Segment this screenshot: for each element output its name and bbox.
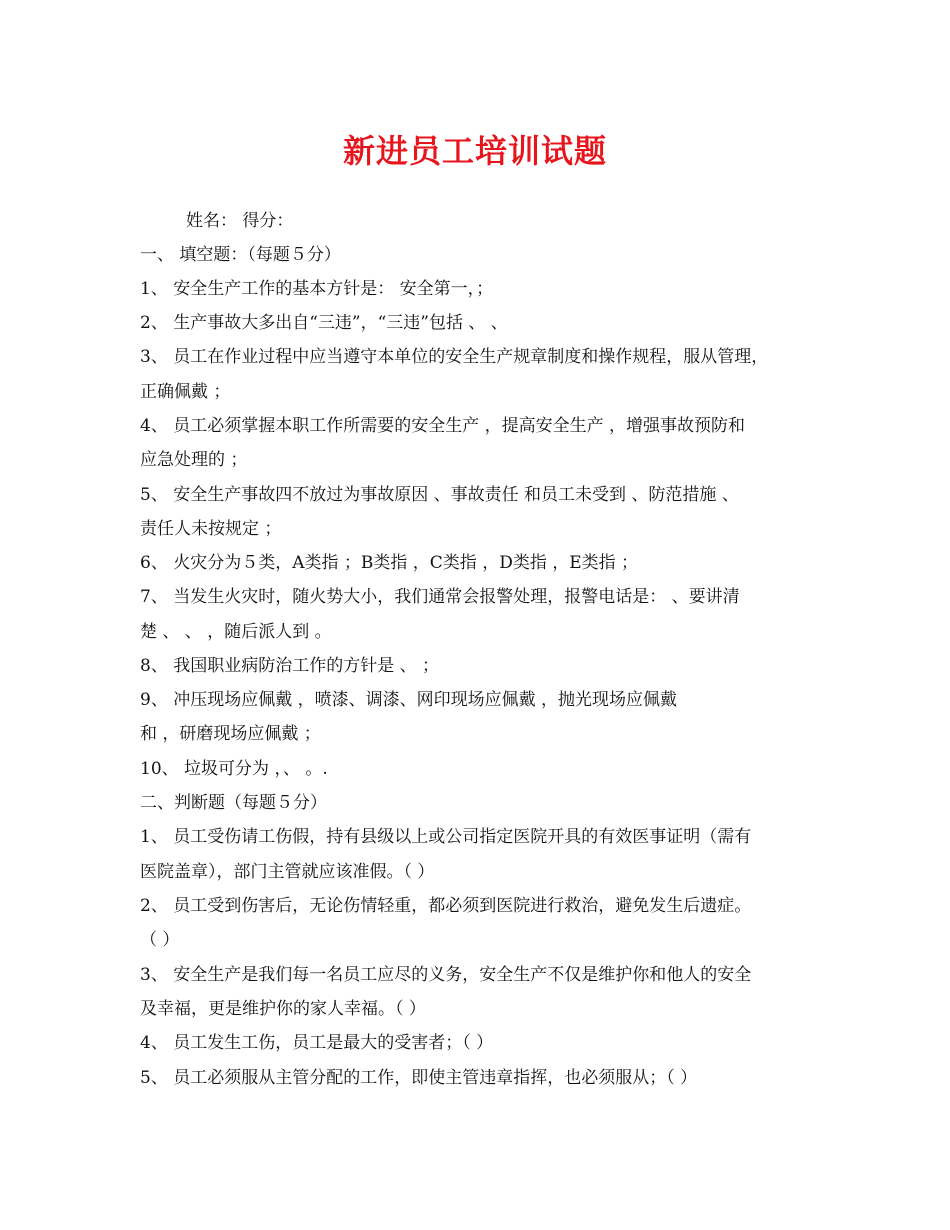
question-line: 9、 冲压现场应佩戴 ，喷漆、调漆、网印现场应佩戴 ，抛光现场应佩戴 — [140, 690, 678, 710]
question-line: 7、 当发生火灾时，随火势大小，我们通常会报警处理，报警电话是： 、要讲清 — [140, 587, 740, 607]
question-line: 2、 生产事故大多出自“三违”，“三违”包括 、 、 — [140, 313, 508, 333]
document-title: 新进员工培训试题 — [342, 132, 607, 170]
question-line: 楚 、 、 ，随后派人到 。 — [140, 622, 332, 642]
question-line: 1、 安全生产工作的基本方针是： 安全第一，； — [140, 279, 494, 299]
question-line: 6、 火灾分为５类，A类指 ；B类指 ，C类指 ，D类指 ，E类指 ； — [140, 553, 639, 573]
question-line: 3、 员工在作业过程中应当遵守本单位的安全生产规章制度和操作规程，服从管理， — [140, 347, 769, 367]
question-line: 和 ，研磨现场应佩戴 ； — [140, 724, 321, 744]
question-line: 4、 员工发生工伤，员工是最大的受害者；（ ） — [140, 1033, 494, 1053]
question-line: 5、 员工必须服从主管分配的工作，即使主管违章指挥，也必须服从；（ ） — [140, 1068, 698, 1088]
section-heading-true-false: 二、判断题（每题５分） — [140, 793, 327, 813]
question-line: 责任人未按规定 ； — [140, 519, 282, 539]
section-heading-fill-blank: 一、 填空题：（每题５分） — [140, 245, 341, 265]
question-line: 10、 垃圾可分为 ，、 。. — [140, 759, 328, 779]
question-line: 8、 我国职业病防治工作的方针是 、 ； — [140, 656, 440, 676]
question-line: 医院盖章），部门主管就应该准假。（ ） — [140, 862, 435, 882]
name-score-line: 姓名： 得分： — [186, 211, 294, 231]
question-line: 正确佩戴 ； — [140, 382, 231, 402]
question-line: 4、 员工必须掌握本职工作所需要的安全生产 ，提高安全生产 ，增强事故预防和 — [140, 416, 746, 436]
question-line: （ ） — [140, 930, 180, 950]
question-line: 应急处理的 ； — [140, 450, 248, 470]
question-line: 5、 安全生产事故四不放过为事故原因 、事故责任 和员工未受到 、防范措施 、 — [140, 485, 739, 505]
question-line: 3、 安全生产是我们每一名员工应尽的义务，安全生产不仅是维护你和他人的安全 — [140, 965, 752, 985]
question-line: 2、 员工受到伤害后，无论伤情轻重，都必须到医院进行救治，避免发生后遗症。 — [140, 896, 752, 916]
question-line: 及幸福，更是维护你的家人幸福。（ ） — [140, 999, 426, 1019]
question-line: 1、 员工受伤请工伤假，持有县级以上或公司指定医院开具的有效医事证明（需有 — [140, 827, 752, 847]
